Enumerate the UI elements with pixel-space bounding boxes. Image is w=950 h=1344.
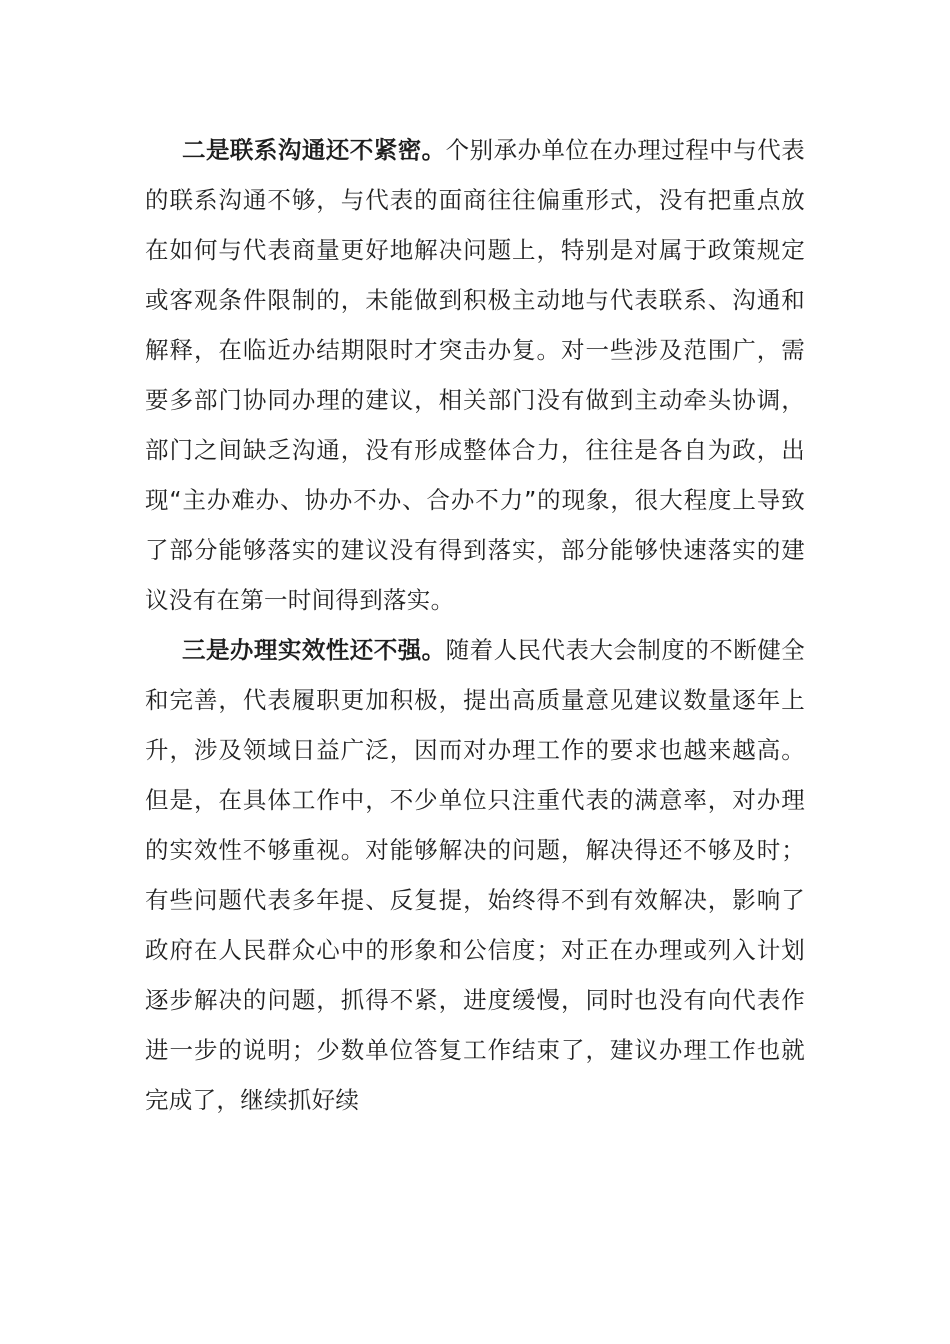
paragraph-body: 随着人民代表大会制度的不断健全和完善，代表履职更加积极，提出高质量意见建议数量逐年上升，涉及领域日益广泛，因而对办理工作的要求也越来越高。但是，在具体工作中，不少单位只注重代表的满意率，对办理的实效性不够重视。对能够解决的问题，解决得还不够及时；有些问题代表多年提、反复提，始终得不到有效解决，影响了政府在人民群众心中的形象和公信度；对正在办理或列入计划逐步解决的问题，抓得不紧，进度缓慢，同时也没有向代表作进一步的说明；少数单位答复工作结束了，建议办理工作也就完成了，继续抓好续: [145, 636, 806, 1114]
document-page: [145, 125, 805, 1125]
paragraph-heading: 二是联系沟通还不紧密。: [182, 136, 446, 164]
paragraph-communication: [145, 125, 805, 625]
paragraph-body: 个别承办单位在办理过程中与代表的联系沟通不够，与代表的面商往往偏重形式，没有把重点放在如何与代表商量更好地解决问题上，特别是对属于政策规定或客观条件限制的，未能做到积极主动地与代表联系、沟通和解释，在临近办结期限时才突击办复。对一些涉及范围广，需要多部门协同办理的建议，相关部门没有做到主动牵头协调，部门之间缺乏沟通，没有形成整体合力，往往是各自为政，出现“主办难办、协办不办、合办不力”的现象，很大程度上导致了部分能够落实的建议没有得到落实，部分能够快速落实的建议没有在第一时间得到落实。: [145, 136, 806, 614]
paragraph-heading: 三是办理实效性还不强。: [182, 636, 446, 664]
paragraph-effectiveness: [145, 625, 805, 1125]
